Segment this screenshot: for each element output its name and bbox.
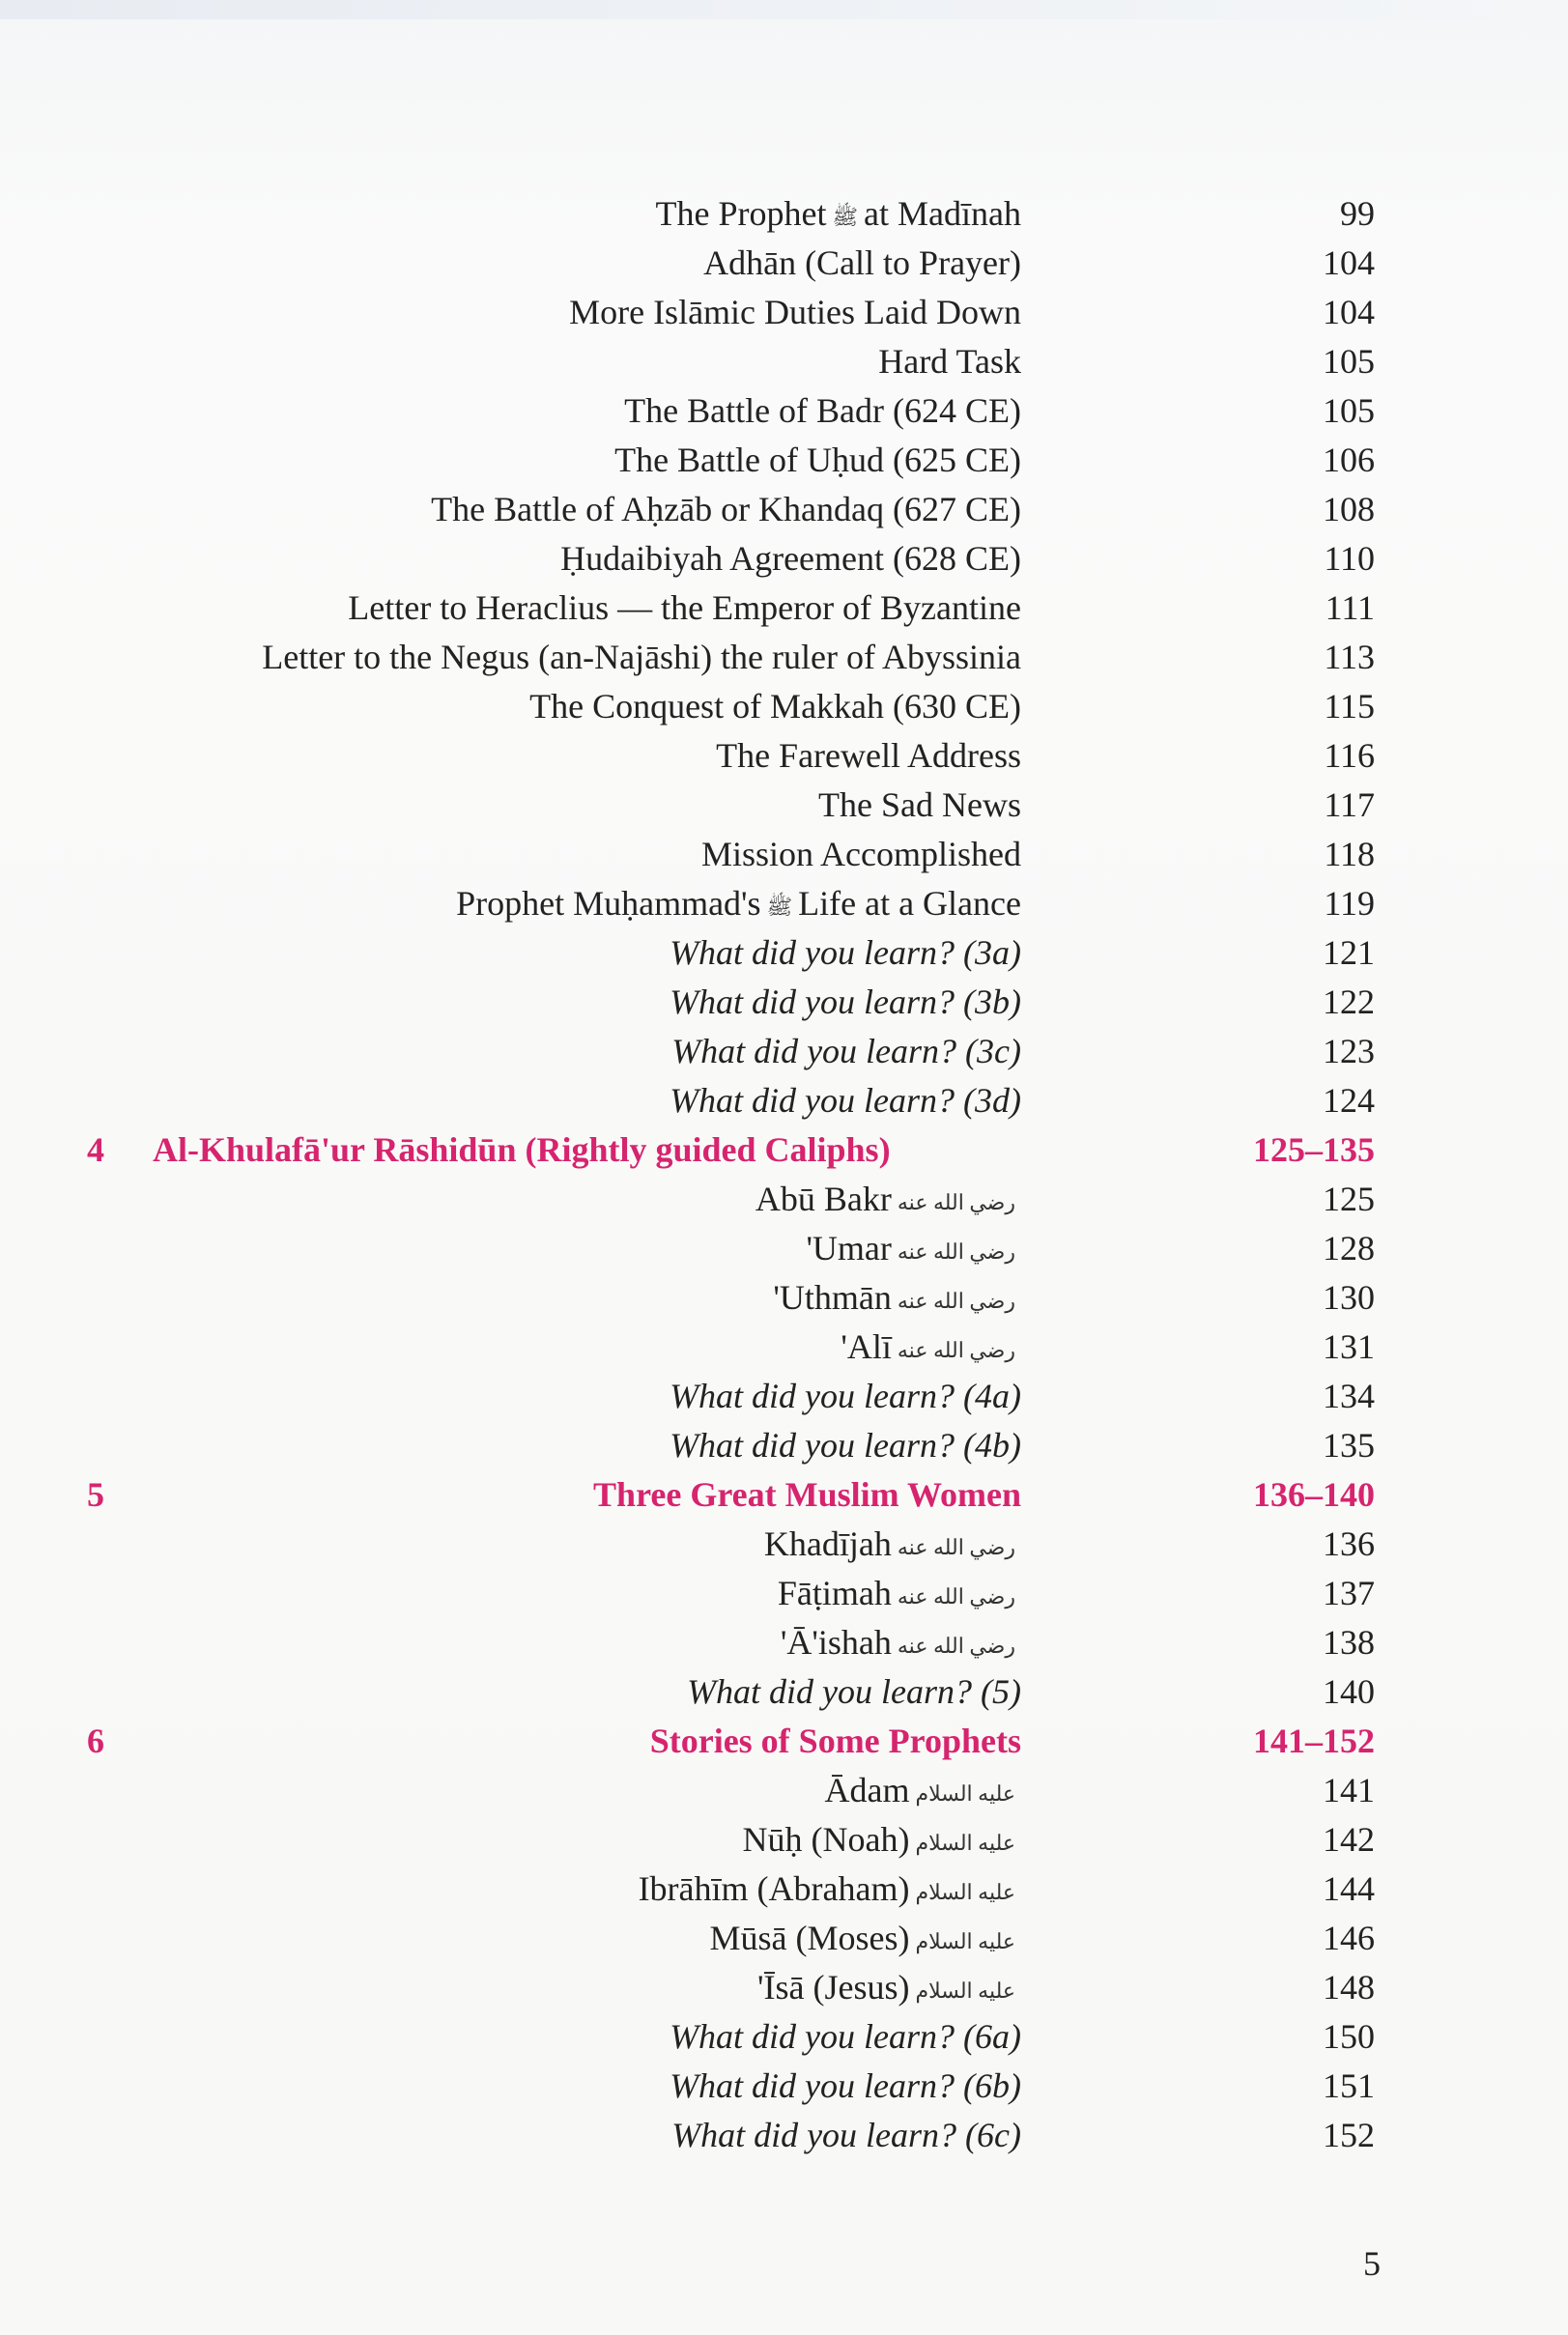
toc-entry-text: Adhān (Call to Prayer) [703,243,1021,282]
toc-page-number: 148 [1323,1968,1375,2007]
toc-page-number: 122 [1323,982,1375,1021]
toc-entry-title [650,1717,1021,1766]
toc-page-number: 108 [1323,490,1375,528]
toc-entry-text: The Battle of Uḥud (625 CE) [614,441,1021,479]
toc-entry-text-after: Life at a Glance [798,884,1021,923]
toc-row [0,1224,1568,1273]
toc-entry-text: Al-Khulafā'ur Rāshidūn (Rightly guided Caliphs) [153,1130,891,1169]
honorific-icon: عليه السلام [915,1929,1015,1954]
toc-page-number: 110 [1324,539,1375,578]
toc-entry-title [670,1076,1021,1125]
toc-entry-title [614,436,1021,485]
toc-row [0,731,1568,781]
toc-page-number: 106 [1323,441,1375,479]
toc-entry-text: Ḥudaibiyah Agreement (628 CE) [560,539,1021,578]
toc-page-number: 117 [1324,785,1375,824]
toc-row [0,189,1568,239]
toc-entry-text: The Battle of Badr (624 CE) [624,391,1021,430]
toc-entry-text: Letter to Heraclius — the Emperor of Byzantine [348,588,1021,627]
toc-entry-title [262,633,1021,682]
toc-entry-title [701,830,1021,879]
toc-row [0,337,1568,386]
toc-row [0,1273,1568,1323]
honorific-icon: ﷺ [832,205,859,230]
toc-entry-text: The Farewell Address [716,736,1021,775]
honorific-icon: رضي الله عنه [897,1535,1015,1560]
honorific-icon: رضي الله عنه [897,1338,1015,1363]
toc-entry-title [670,2062,1021,2111]
toc-page-number: 128 [1323,1229,1375,1267]
toc-page-number: 134 [1323,1377,1375,1415]
toc-entry-title [709,1914,1021,1966]
honorific-icon: عليه السلام [915,1880,1015,1905]
honorific-icon: رضي الله عنه [897,1190,1015,1215]
toc-page-number: 121 [1323,933,1375,972]
toc-entry-text: What did you learn? (4a) [670,1377,1021,1415]
toc-entry-text: Mission Accomplished [701,835,1021,873]
toc-row [0,1618,1568,1667]
toc-page-number: 151 [1323,2066,1375,2105]
toc-row [0,2062,1568,2111]
toc-row [0,1076,1568,1125]
toc-page-number: 116 [1324,736,1375,775]
toc-entry-title [431,485,1021,534]
toc-entry-title [824,1766,1021,1818]
toc-page-number: 141 [1323,1771,1375,1809]
toc-entry-text: What did you learn? (3b) [670,982,1021,1021]
toc-entry-title [806,1224,1021,1276]
toc-page-number: 142 [1323,1820,1375,1859]
toc-entry-text: What did you learn? (6c) [671,2116,1021,2154]
toc-page-number: 104 [1323,243,1375,282]
toc-entry-text: 'Uthmān [773,1278,892,1317]
toc-page-number: 104 [1323,293,1375,331]
toc-page-number: 135 [1323,1426,1375,1465]
toc-row [0,1963,1568,2012]
toc-entry-title [781,1618,1021,1670]
toc-entry-text: Letter to the Negus (an-Najāshi) the ruler of Abyssinia [262,638,1021,676]
toc-entry-title [670,2012,1021,2062]
toc-entry-text: The Sad News [818,785,1021,824]
toc-entry-title [153,1125,891,1175]
toc-entry-text: Abū Bakr [755,1180,892,1218]
toc-row [0,534,1568,584]
toc-page-number: 115 [1324,687,1375,726]
toc-entry-text: 'Alī [841,1327,892,1366]
toc-entry-text: Fāṭimah [777,1574,892,1612]
toc-chapter-row [0,1125,1568,1175]
toc-entry-title [656,189,1022,242]
toc-page-number: 140 [1323,1672,1375,1711]
toc-entry-text: What did you learn? (3a) [670,933,1021,972]
honorific-icon: عليه السلام [915,1831,1015,1856]
honorific-icon: ﷺ [766,895,793,920]
toc-entry-title [348,584,1021,633]
toc-row [0,1372,1568,1421]
toc-page-number: 131 [1323,1327,1375,1366]
toc-entry-text-after: at Madīnah [864,194,1021,233]
toc-page-number: 136 [1323,1524,1375,1563]
toc-entry-text: Three Great Muslim Women [593,1475,1021,1514]
honorific-icon: رضي الله عنه [897,1584,1015,1609]
toc-row [0,928,1568,978]
toc-page-number: 118 [1324,835,1375,873]
toc-page-number: 138 [1323,1623,1375,1662]
toc-page-number: 150 [1323,2017,1375,2056]
toc-entry-text: The Conquest of Makkah (630 CE) [529,687,1021,726]
toc-page-number: 141–152 [1253,1722,1375,1760]
honorific-icon: رضي الله عنه [897,1289,1015,1314]
toc-entry-title [703,239,1021,288]
toc-page-number: 137 [1323,1574,1375,1612]
toc-row [0,830,1568,879]
toc-page-number: 123 [1323,1032,1375,1070]
toc-row [0,386,1568,436]
toc-row [0,1569,1568,1618]
toc-entry-text: Mūsā (Moses) [709,1919,910,1957]
toc-page-number: 99 [1340,194,1375,233]
toc-entry-title [671,2111,1021,2160]
toc-entry-title [687,1667,1021,1717]
toc-entry-title [757,1963,1021,2015]
toc-row [0,682,1568,731]
toc-entry-title [773,1273,1021,1325]
toc-entry-title [593,1470,1021,1520]
toc-entry-text: 'Īsā (Jesus) [757,1968,910,2007]
toc-entry-title [716,731,1021,781]
toc-entry-title [743,1815,1022,1867]
chapter-number: 6 [87,1722,104,1760]
toc-row [0,1027,1568,1076]
toc-row [0,1865,1568,1914]
toc-entry-text: What did you learn? (6a) [670,2017,1021,2056]
toc-row [0,781,1568,830]
toc-page-number: 144 [1323,1869,1375,1908]
toc-entry-title [670,978,1021,1027]
toc-entry-text: What did you learn? (3c) [671,1032,1021,1070]
toc-row [0,239,1568,288]
toc-row [0,1667,1568,1717]
toc-entry-text: Stories of Some Prophets [649,1722,1021,1760]
honorific-icon: رضي الله عنه [897,1239,1015,1265]
toc-entry-title [670,1372,1021,1421]
toc-row [0,288,1568,337]
toc-page-number: 130 [1323,1278,1375,1317]
toc-row [0,1323,1568,1372]
toc-entry-title [456,879,1021,931]
page-number: 5 [1363,2244,1381,2283]
toc-entry-text: What did you learn? (4b) [670,1426,1021,1465]
toc-row [0,436,1568,485]
toc-entry-title [764,1520,1021,1572]
toc-entry-title [529,682,1021,731]
toc-row [0,2012,1568,2062]
toc-page-number: 125–135 [1253,1130,1375,1169]
toc-row [0,978,1568,1027]
toc-entry-text: What did you learn? (6b) [670,2066,1021,2105]
toc-entry-text: Nūḥ (Noah) [742,1820,910,1859]
toc-entry-title [569,288,1021,337]
toc-page-number: 119 [1324,884,1375,923]
toc-entry-title [560,534,1021,584]
toc-row [0,1766,1568,1815]
toc-entry-text: More Islāmic Duties Laid Down [569,293,1021,331]
toc-entry-title [841,1323,1021,1375]
honorific-icon: عليه السلام [915,1781,1015,1807]
toc-entry-text: What did you learn? (3d) [670,1081,1021,1120]
toc-entry-text: The Prophet [655,194,827,233]
toc-entry-text: 'Umar [806,1229,892,1267]
toc-entry-title [670,1421,1021,1470]
chapter-number: 5 [87,1475,104,1514]
toc-chapter-row [0,1470,1568,1520]
toc-page-number: 125 [1323,1180,1375,1218]
toc-page-number: 113 [1324,638,1375,676]
toc-row [0,1421,1568,1470]
toc-entry-text: Hard Task [878,342,1021,381]
toc-entry-title [755,1175,1021,1227]
toc-row [0,485,1568,534]
toc-entry-text: 'Ā'ishah [780,1623,892,1662]
toc-entry-title [878,337,1021,386]
toc-entry-title [778,1569,1021,1621]
toc-page-number: 152 [1323,2116,1375,2154]
toc-row [0,1520,1568,1569]
toc-chapter-row [0,1717,1568,1766]
toc-entry-text: What did you learn? (5) [687,1672,1021,1711]
toc-page-number: 105 [1323,391,1375,430]
honorific-icon: عليه السلام [915,1979,1015,2004]
toc-entry-title [639,1865,1021,1917]
toc-row [0,1815,1568,1865]
toc-entry-text: Ibrāhīm (Abraham) [638,1869,910,1908]
toc-entry-title [671,1027,1021,1076]
toc-page-number: 124 [1323,1081,1375,1120]
toc-page-number: 111 [1325,588,1375,627]
toc-entry-text: Khadījah [763,1524,892,1563]
toc-page-number: 105 [1323,342,1375,381]
table-of-contents [0,189,1568,2160]
page-top-edge [0,0,1568,19]
chapter-number: 4 [87,1130,104,1169]
toc-row [0,879,1568,928]
toc-entry-title [624,386,1021,436]
toc-page-number: 146 [1323,1919,1375,1957]
toc-entry-text: Ādam [824,1771,910,1809]
honorific-icon: رضي الله عنه [897,1634,1015,1659]
toc-row [0,1914,1568,1963]
toc-entry-title [670,928,1021,978]
toc-row [0,633,1568,682]
toc-row [0,2111,1568,2160]
toc-row [0,1175,1568,1224]
toc-entry-text: The Battle of Aḥzāb or Khandaq (627 CE) [431,490,1021,528]
toc-entry-text: Prophet Muḥammad's [456,884,761,923]
toc-row [0,584,1568,633]
toc-page-number: 136–140 [1253,1475,1375,1514]
toc-entry-title [818,781,1021,830]
